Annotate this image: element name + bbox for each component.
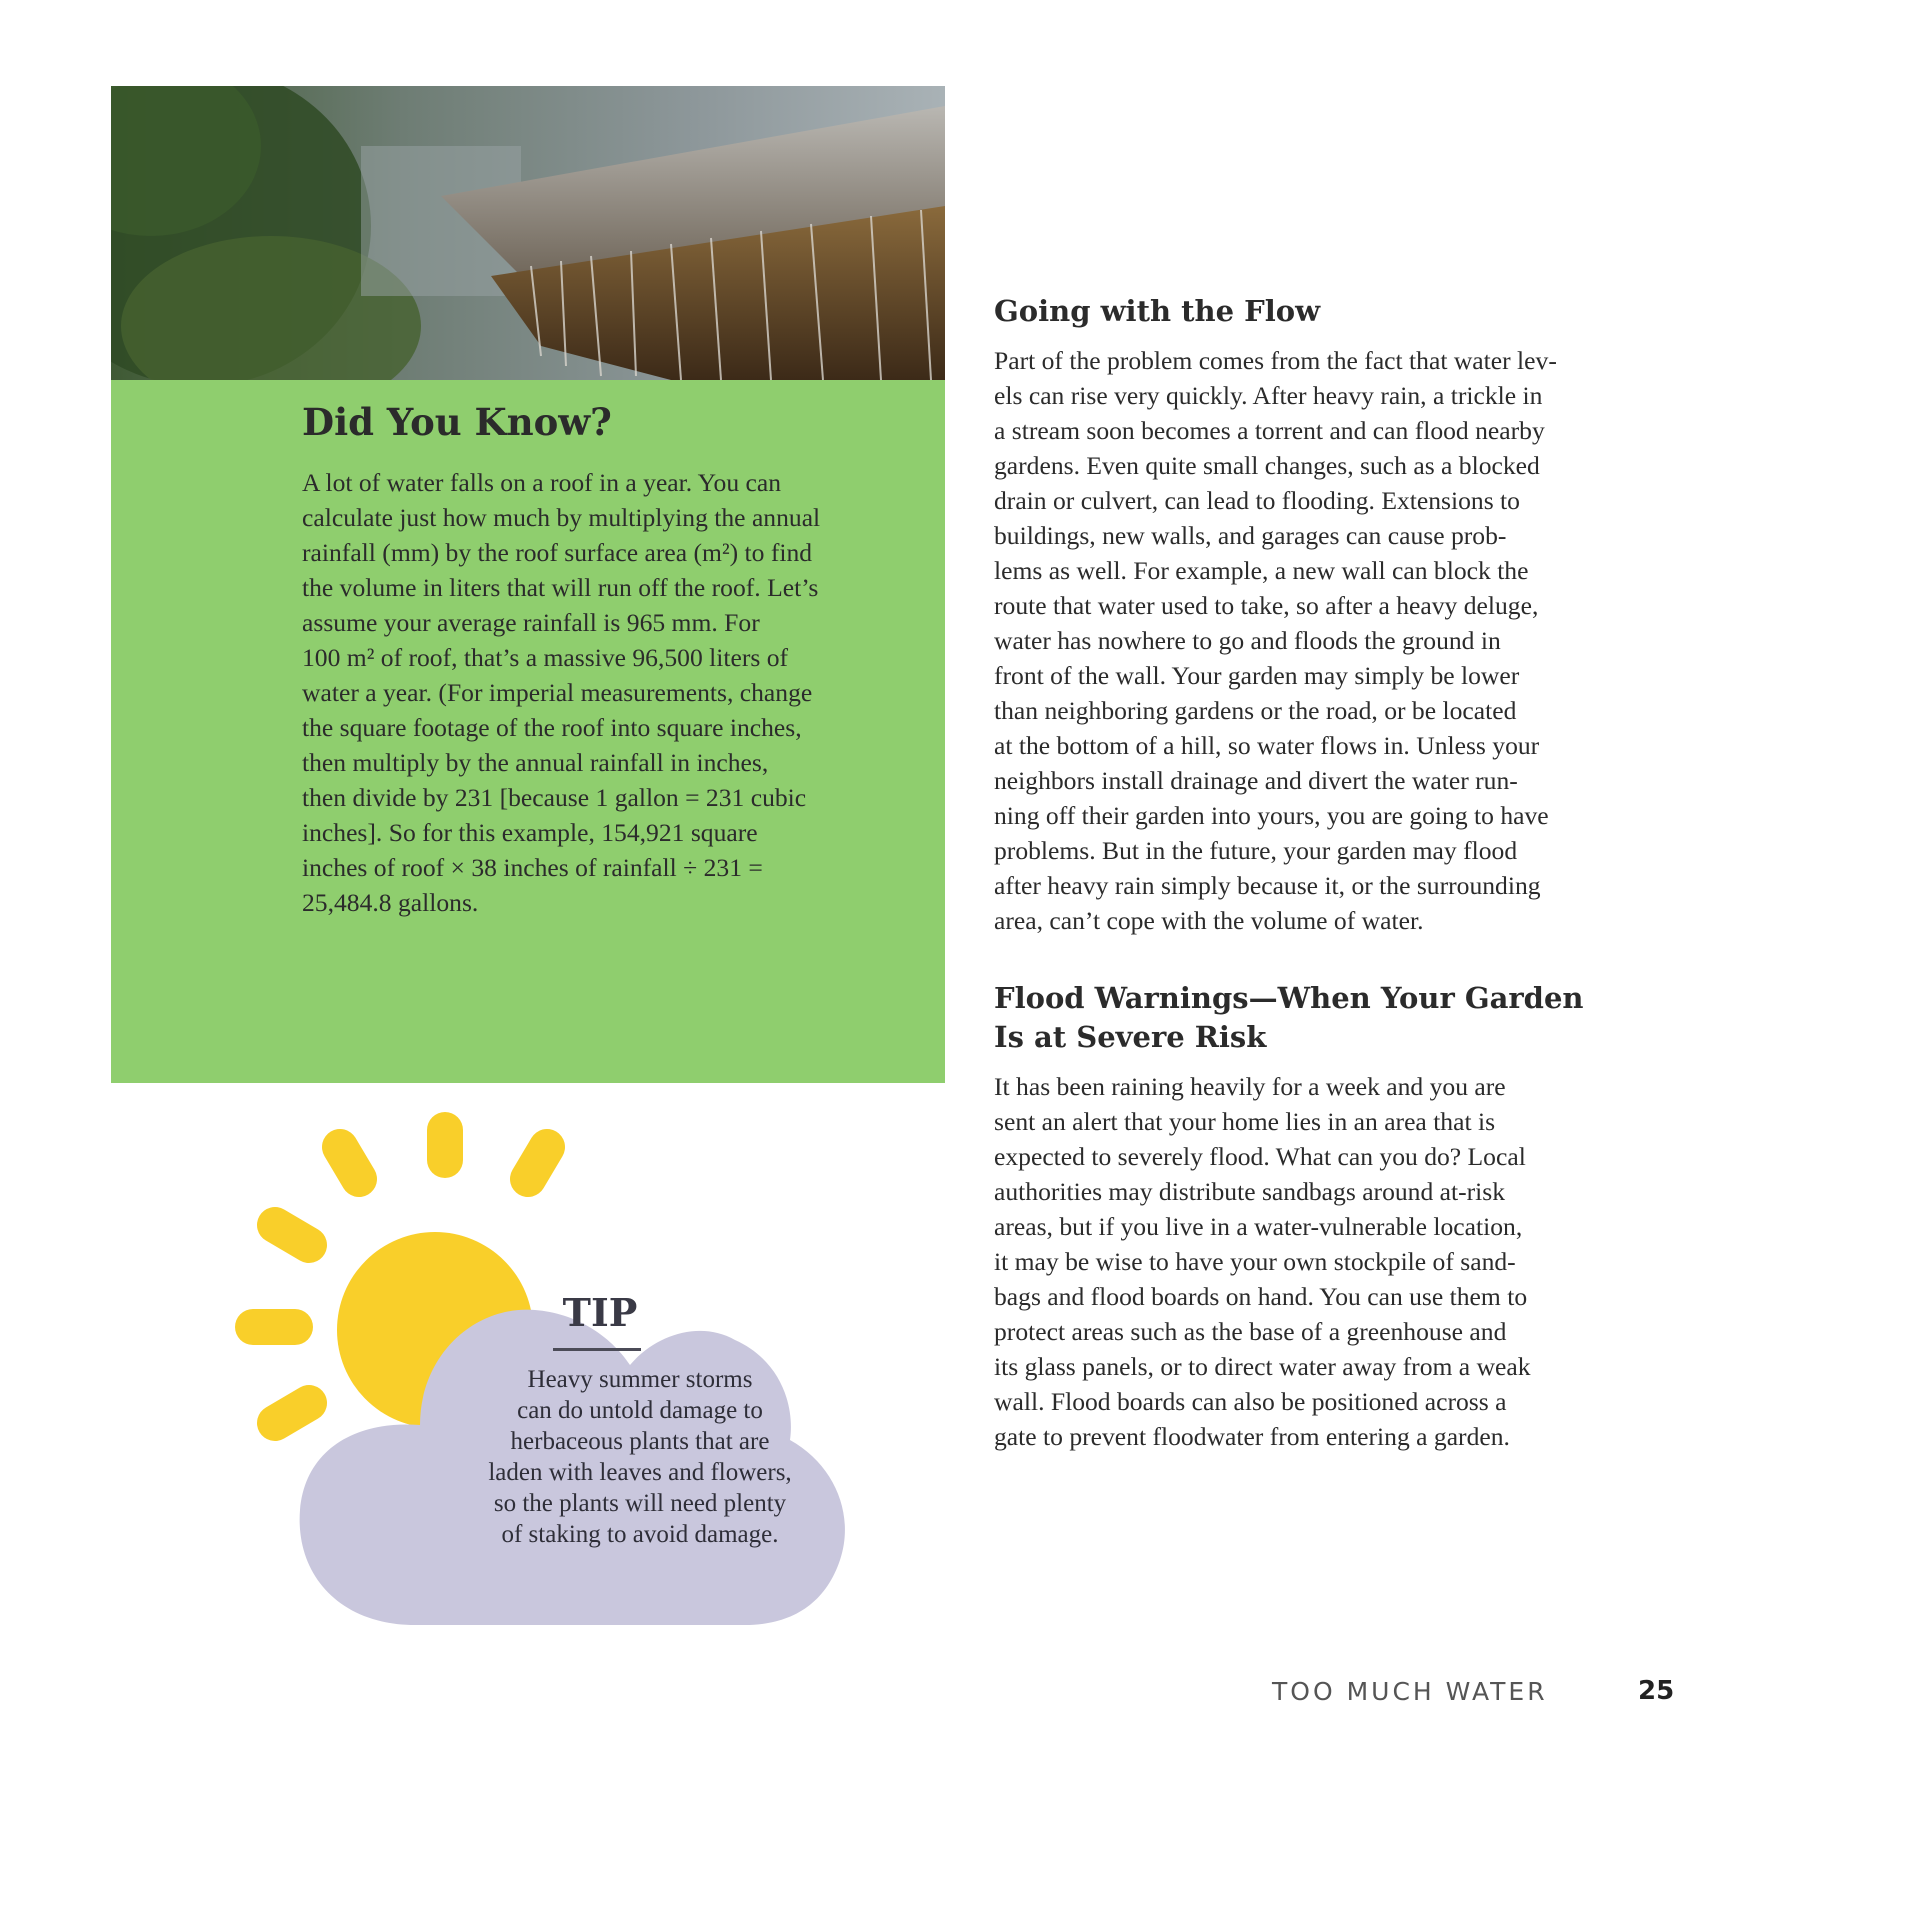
text-line: It has been raining heavily for a week and you are	[994, 1072, 1506, 1101]
text-line: rainfall (mm) by the roof surface area (m²) to find	[302, 538, 813, 567]
text-line: expected to severely flood. What can you do? Local	[994, 1142, 1526, 1171]
text-line: gardens. Even quite small changes, such as a blocked	[994, 451, 1540, 480]
text-line: 100 m² of roof, that’s a massive 96,500 liters of	[302, 643, 789, 672]
flood-warnings-heading	[994, 979, 1634, 1057]
text-line: ning off their garden into yours, you are going to have	[994, 801, 1549, 830]
going-with-the-flow-heading: Going with the Flow	[994, 294, 1321, 328]
text-line: laden with leaves and flowers,	[488, 1459, 792, 1486]
text-line: than neighboring gardens or the road, or be located	[994, 696, 1517, 725]
text-line: wall. Flood boards can also be positioned across a	[994, 1387, 1507, 1416]
heading-line: Is at Severe Risk	[994, 1020, 1267, 1054]
text-line: bags and flood boards on hand. You can use them to	[994, 1282, 1528, 1311]
text-line: herbaceous plants that are	[510, 1428, 770, 1455]
did-you-know-text	[302, 465, 927, 920]
text-line: sent an alert that your home lies in an area that is	[994, 1107, 1496, 1136]
text-line: Part of the problem comes from the fact that water lev-	[994, 346, 1557, 375]
text-line: front of the wall. Your garden may simply be lower	[994, 661, 1520, 690]
text-line: areas, but if you live in a water-vulnerable location,	[994, 1212, 1523, 1241]
text-line: then divide by 231 [because 1 gallon = 231 cubic	[302, 783, 807, 812]
did-you-know-title: Did You Know?	[302, 400, 612, 444]
text-line: a stream soon becomes a torrent and can flood nearby	[994, 416, 1545, 445]
tip-text	[440, 1364, 840, 1550]
text-line: els can rise very quickly. After heavy rain, a trickle in	[994, 381, 1543, 410]
text-line: assume your average rainfall is 965 mm. For	[302, 608, 760, 637]
text-line: at the bottom of a hill, so water flows in. Unless your	[994, 731, 1540, 760]
text-line: gate to prevent floodwater from entering a garden.	[994, 1422, 1510, 1451]
text-line: the square footage of the roof into square inches,	[302, 713, 802, 742]
tip-title: TIP	[562, 1290, 638, 1335]
text-line: water a year. (For imperial measurements, change	[302, 678, 813, 707]
text-line: of staking to avoid damage.	[501, 1521, 779, 1548]
text-line: the volume in liters that will run off the roof. Let’s	[302, 573, 819, 602]
text-line: inches]. So for this example, 154,921 square	[302, 818, 758, 847]
flood-warnings-text	[994, 1069, 1674, 1454]
text-line: neighbors install drainage and divert the water run-	[994, 766, 1518, 795]
heading-line: Flood Warnings—When Your Garden	[994, 981, 1584, 1015]
text-line: then multiply by the annual rainfall in inches,	[302, 748, 769, 777]
text-line: buildings, new walls, and garages can cause prob-	[994, 521, 1507, 550]
text-line: route that water used to take, so after a heavy deluge,	[994, 591, 1539, 620]
text-line: protect areas such as the base of a greenhouse and	[994, 1317, 1507, 1346]
page-number: 25	[1638, 1676, 1675, 1706]
text-line: so the plants will need plenty	[493, 1490, 787, 1517]
text-line: area, can’t cope with the volume of water.	[994, 906, 1424, 935]
text-line: A lot of water falls on a roof in a year. You can	[302, 468, 782, 497]
text-line: water has nowhere to go and floods the ground in	[994, 626, 1501, 655]
tip-underline	[553, 1348, 641, 1351]
text-line: inches of roof × 38 inches of rainfall ÷ 231 =	[302, 853, 763, 882]
text-line: after heavy rain simply because it, or the surrounding	[994, 871, 1541, 900]
going-with-the-flow-text	[994, 343, 1674, 938]
rain-roof-photo	[111, 86, 945, 380]
text-line: lems as well. For example, a new wall can block the	[994, 556, 1529, 585]
text-line: it may be wise to have your own stockpile of sand-	[994, 1247, 1516, 1276]
text-line: Heavy summer storms	[527, 1366, 753, 1393]
text-line: its glass panels, or to direct water away from a weak	[994, 1352, 1531, 1381]
text-line: authorities may distribute sandbags around at-risk	[994, 1177, 1506, 1206]
text-line: drain or culvert, can lead to flooding. Extensions to	[994, 486, 1520, 515]
running-footer-section: TOO MUCH WATER	[1272, 1677, 1548, 1706]
text-line: calculate just how much by multiplying the annual	[302, 503, 821, 532]
text-line: 25,484.8 gallons.	[302, 888, 479, 917]
text-line: can do untold damage to	[517, 1397, 763, 1424]
text-line: problems. But in the future, your garden may flood	[994, 836, 1518, 865]
